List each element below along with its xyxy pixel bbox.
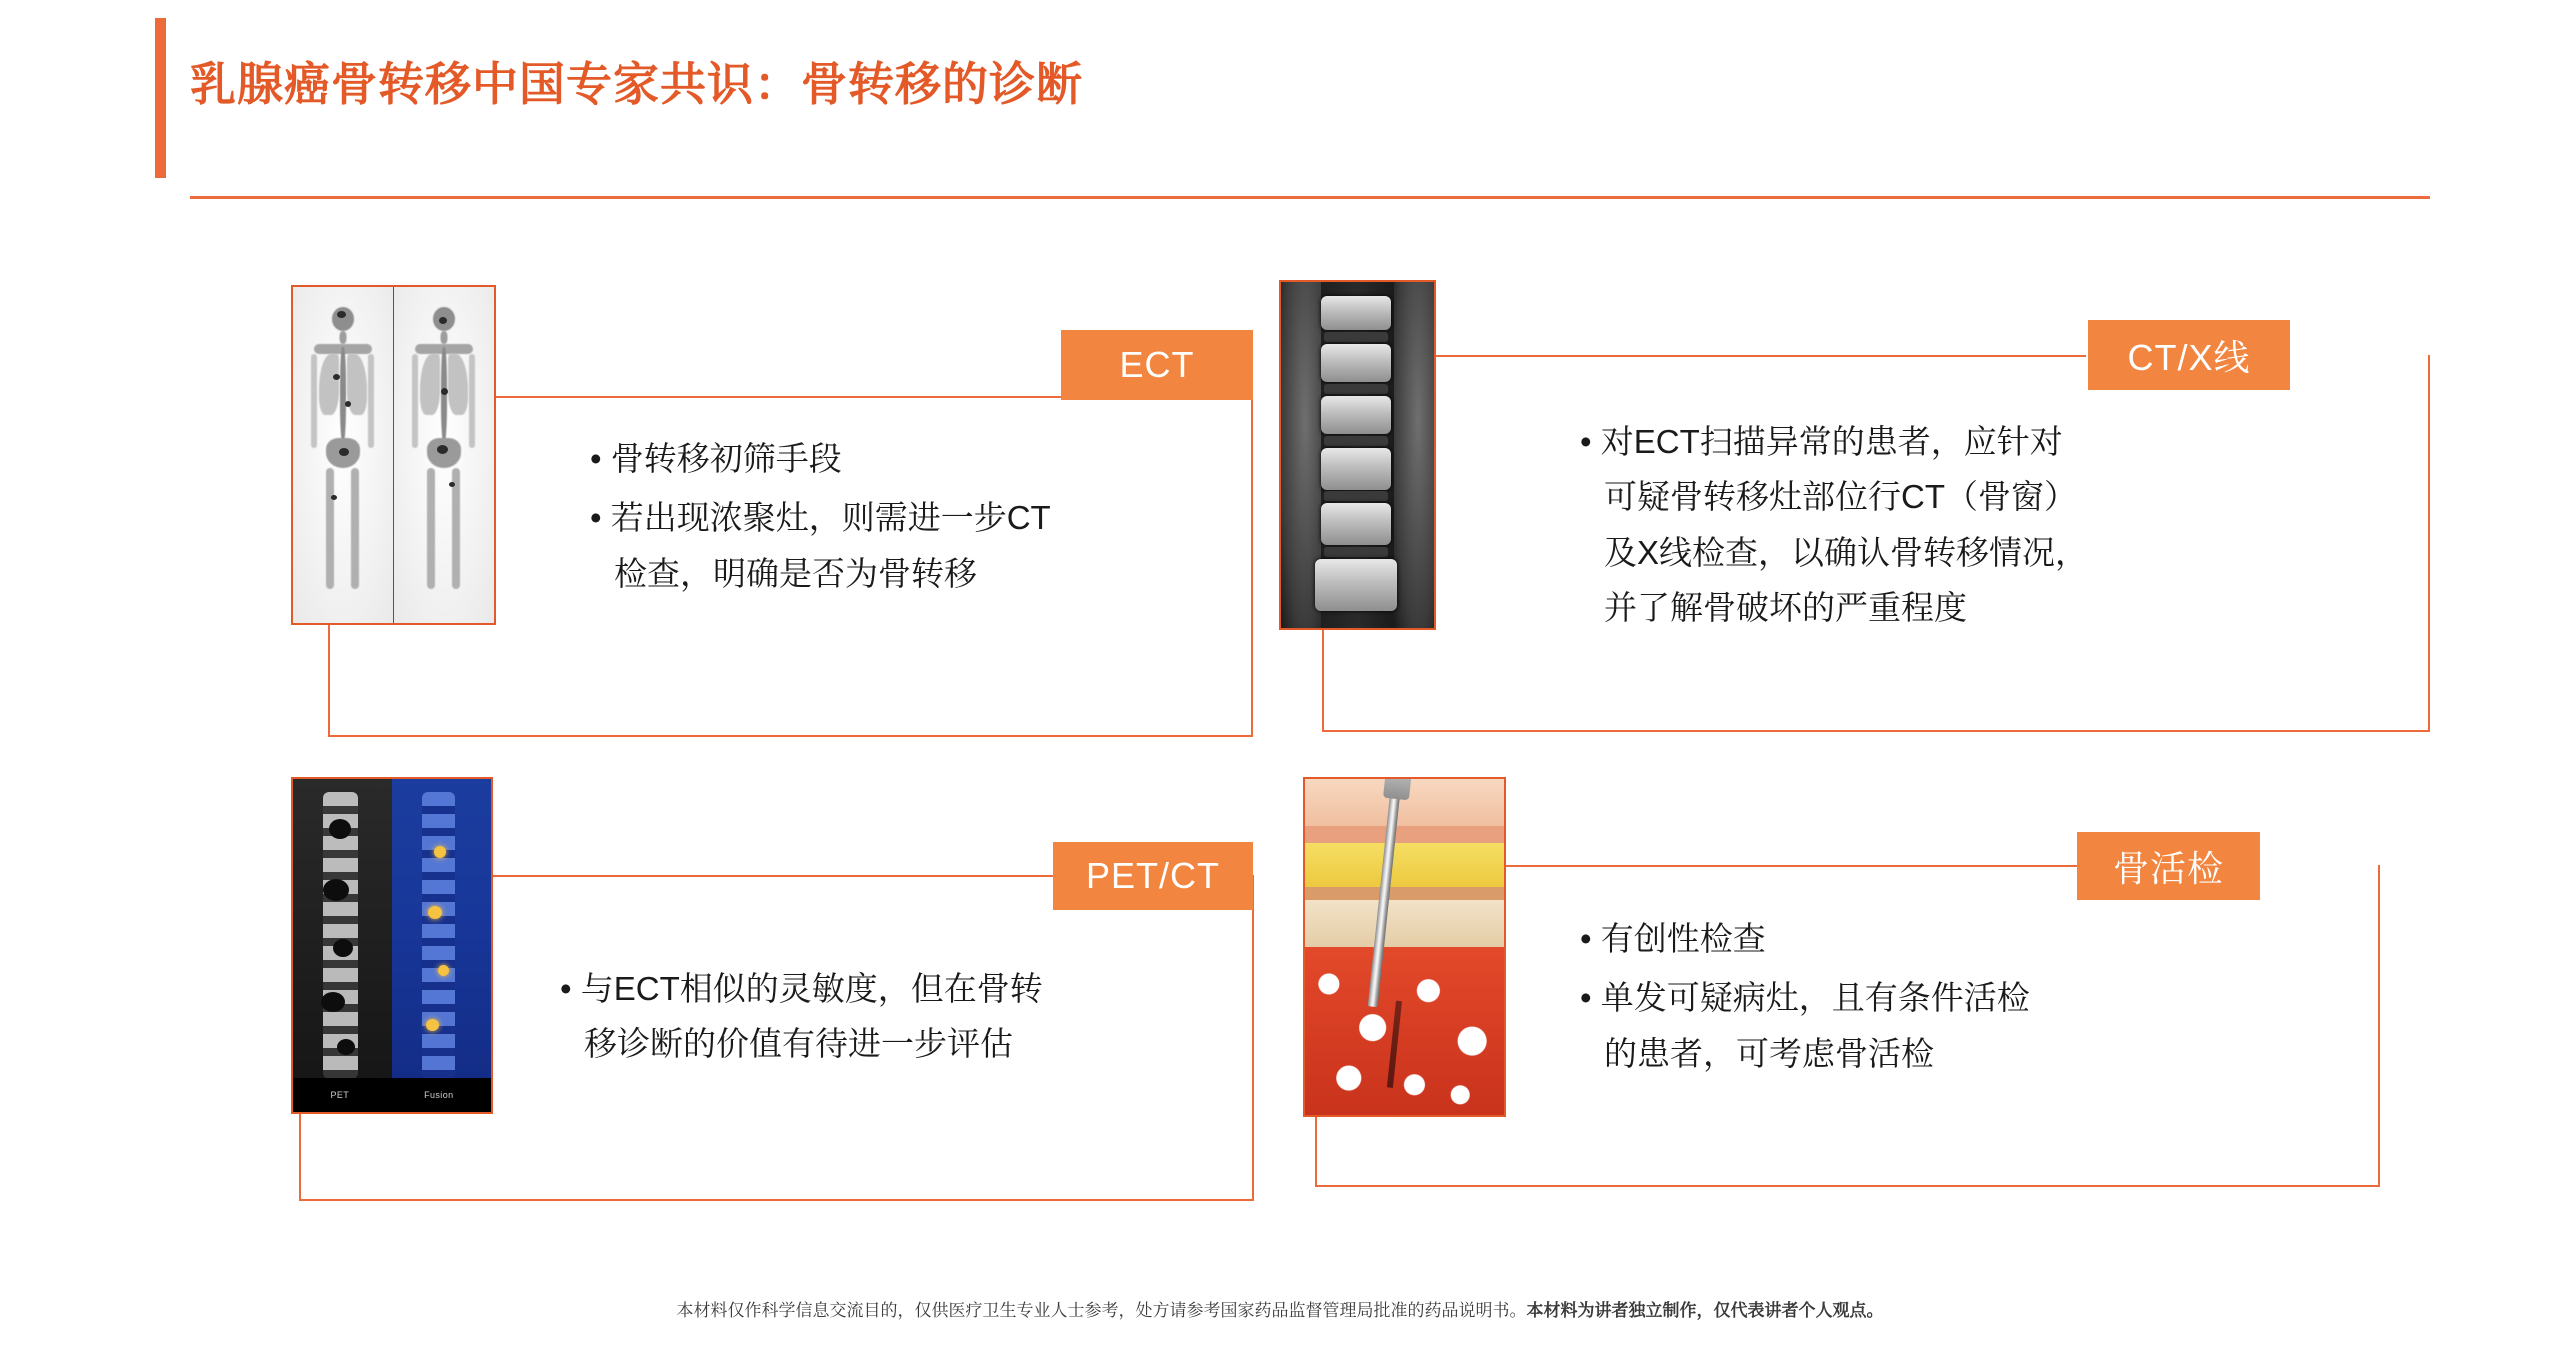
label-petct: PET/CT (1053, 842, 1253, 910)
biopsy-bullet-1: • 有创性检查 (1580, 920, 1766, 957)
ct-sagittal-spine-image (1279, 280, 1436, 630)
petct-connector-right (1252, 875, 1254, 1199)
biopsy-bullet-2: • 单发可疑病灶，且有条件活检 (1580, 979, 2030, 1017)
ctxray-connector-left (1322, 630, 1324, 730)
pet-ct-caption-bar (293, 1078, 491, 1112)
label-ctxray: CT/X线 (2088, 320, 2290, 390)
ect-bullets (590, 432, 1230, 606)
footer-disclaimer (0, 1296, 2560, 1321)
title-accent-bar (155, 18, 166, 178)
ect-bullet-1: • 骨转移初筛手段 (590, 440, 842, 477)
ect-bullet-2-cont: 检查，明确是否为骨转移 (614, 554, 977, 592)
ect-connector-left (328, 625, 330, 735)
ect-connector-bottom (328, 735, 1253, 737)
ect-connector-top (496, 396, 1061, 398)
footer-part-2: 本材料为讲者独立制作，仅代表讲者个人观点。 (1526, 1301, 1884, 1320)
pet-ct-caption-right: Fusion (424, 1090, 454, 1100)
petct-connector-left (299, 1114, 301, 1199)
ctxray-bullet-2-cont: 并了解骨破坏的严重程度 (1604, 589, 1967, 627)
petct-connector-bottom (299, 1199, 1254, 1201)
biopsy-connector-bottom (1315, 1185, 2380, 1187)
title-underline (190, 196, 2430, 199)
biopsy-bullets (1580, 912, 2370, 1086)
biopsy-connector-right (2378, 865, 2380, 1185)
ctxray-bullet-2: 及X线检查，以确认骨转移情况， (1604, 533, 2089, 571)
biopsy-bullet-2-cont: 的患者，可考虑骨活检 (1604, 1034, 1934, 1072)
pet-ct-caption-left: PET (330, 1090, 350, 1100)
petct-connector-top (493, 875, 1053, 877)
ctxray-bullet-1-cont: 可疑骨转移灶部位行CT（骨窗） (1604, 478, 2077, 516)
ctxray-bullet-1: • 对ECT扫描异常的患者，应针对 (1580, 423, 2063, 460)
petct-bullet-1-cont: 移诊断的价值有待进一步评估 (584, 1025, 1013, 1063)
ctxray-connector-top (1436, 355, 2086, 357)
ctxray-bullets (1580, 415, 2380, 641)
label-ect: ECT (1061, 330, 1253, 400)
petct-bullets (560, 962, 1250, 1077)
biopsy-connector-top (1506, 865, 2109, 867)
ect-whole-body-bone-scan-image (291, 285, 496, 625)
ect-bullet-2: • 若出现浓聚灶，则需进一步CT (590, 499, 1051, 537)
biopsy-connector-left (1315, 1117, 1317, 1185)
pet-ct-fusion-spine-image (291, 777, 493, 1114)
ctxray-connector-bottom (1322, 730, 2430, 732)
ect-connector-right (1251, 396, 1253, 735)
ctxray-connector-right (2428, 355, 2430, 730)
page-title: 乳腺癌骨转移中国专家共识：骨转移的诊断 (190, 58, 1083, 110)
footer-part-1: 本材料仅作科学信息交流目的，仅供医疗卫生专业人士参考，处方请参考国家药品监督管理局批准的药品说明书。 (676, 1301, 1527, 1320)
petct-bullet-1: • 与ECT相似的灵敏度，但在骨转 (560, 970, 1043, 1007)
bone-biopsy-illustration-image (1303, 777, 1506, 1117)
label-biopsy: 骨活检 (2077, 832, 2260, 900)
